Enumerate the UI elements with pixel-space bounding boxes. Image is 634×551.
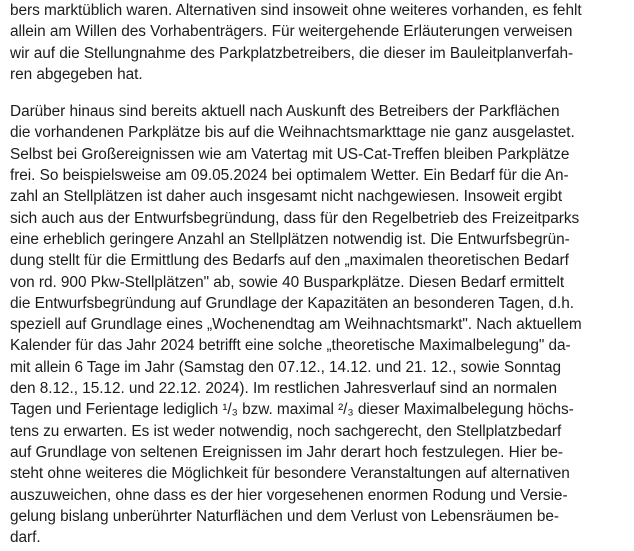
text-line: Kalender für das Jahr 2024 betrifft eine solche „theoretische Maximalbelegung" da- — [10, 337, 571, 355]
text-line: die vorhandenen Parkplätze bis auf die Weihnachtsmarkttage nie ganz ausgelastet. — [10, 124, 575, 142]
text-line: eine erheblich geringere Anzahl an Stellplätzen notwendig ist. Die Entwurfsbegrün- — [10, 230, 570, 248]
text-line: die Entwurfsbegründung auf Grundlage der Kapazitäten an besonderen Tagen, d.h. — [10, 294, 574, 312]
text-line: ren abgegeben hat. — [10, 65, 143, 83]
text-line: gelung bislang unberührter Naturflächen und dem Verlust von Lebensräumen be- — [10, 507, 559, 525]
text-line: sich auch aus der Entwurfsbegründung, dass für den Regelbetrieb des Freizeitparks — [10, 209, 580, 227]
text-line: mit allein 6 Tage im Jahr (Samstag den 07.12., 14.12. und 21. 12., sowie Sonntag — [10, 358, 561, 376]
text-line: Tagen und Ferientage lediglich ¹/₃ bzw. maximal ²/₃ dieser Maximalbelegung höchs- — [10, 401, 574, 419]
text-line: darf. — [10, 529, 41, 547]
text-line: bers marktüblich waren. Alternativen sind insoweit ohne weiteres vorhanden, es fehlt — [10, 2, 582, 19]
text-line: den 8.12., 15.12. und 22.12. 2024). Im restlichen Jahresverlauf sind an normalen — [10, 380, 557, 398]
text-line: tens zu erwarten. Es ist weder notwendig, noch sachgerecht, den Stellplatzbedarf — [10, 422, 562, 440]
text-line: von rd. 900 Pkw-Stellplätzen" ab, sowie 40 Busparkplätze. Diesen Bedarf ermittelt — [10, 273, 565, 291]
paragraph-gap — [10, 85, 630, 101]
text-line: speziell auf Grundlage eines „Wochenendtag am Weihnachtsmarkt". Nach aktuellem — [10, 316, 582, 334]
paragraph-1 — [10, 0, 630, 85]
text-line: Selbst bei Großereignissen wie am Vatertag mit US-Cat-Treffen bleiben Parkplätze — [10, 145, 570, 163]
text-line: wir auf die Stellungnahme des Parkplatzbetreibers, die dieser im Bauleitplanverfah- — [10, 44, 574, 62]
document-page — [10, 0, 630, 548]
text-line: allein am Willen des Vorhabenträgers. Für weitergehende Erläuterungen verweisen — [10, 23, 573, 41]
text-line: Darüber hinaus sind bereits aktuell nach Auskunft des Betreibers der Parkflächen — [10, 103, 560, 121]
text-line: auszuweichen, ohne dass es der hier vorgesehenen enormen Rodung und Versie- — [10, 486, 568, 504]
text-line: steht ohne weiteres die Möglichkeit für besondere Veranstaltungen auf alternativen — [10, 465, 570, 483]
text-line: frei. So beispielsweise am 09.05.2024 bei optimalem Wetter. Ein Bedarf für die An- — [10, 167, 569, 185]
paragraph-2 — [10, 101, 630, 548]
text-line: auf Grundlage von seltenen Ereignissen im Jahr derart hoch festzulegen. Hier be- — [10, 443, 563, 461]
text-line: zahl an Stellplätzen ist daher auch insgesamt nicht nachgewiesen. Insoweit ergibt — [10, 188, 563, 206]
text-line: dung stellt für die Ermittlung des Bedarfs auf den „maximalen theoretischen Bedarf — [10, 252, 569, 270]
